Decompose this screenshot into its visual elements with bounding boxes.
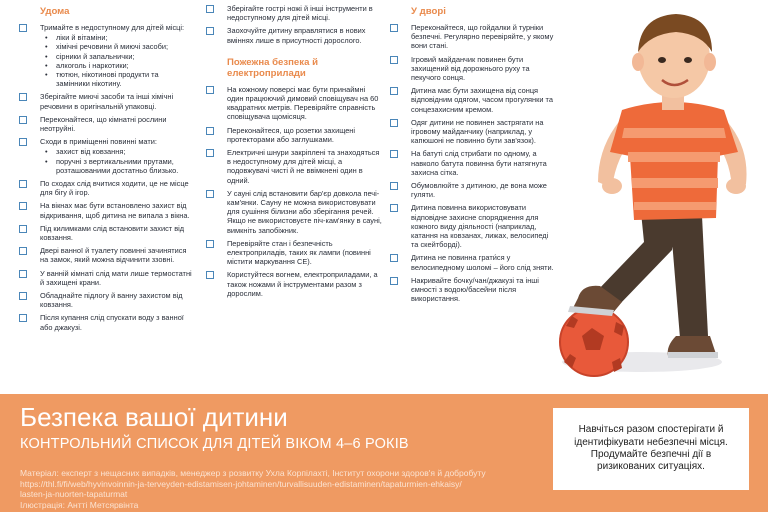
sub-list-item: • хімічні речовини й миючі засоби; [40,42,194,51]
checklist-item[interactable] [203,148,383,185]
section-title-home: Удома [40,6,70,17]
checklist-item[interactable] [16,224,194,242]
checklist-item[interactable] [16,115,194,133]
checkbox[interactable] [19,225,27,233]
checklist-item[interactable] [203,189,383,235]
checkbox[interactable] [206,27,214,35]
checkbox[interactable] [19,247,27,255]
checkbox[interactable] [390,119,398,127]
checkbox[interactable] [19,314,27,322]
checkbox[interactable] [390,254,398,262]
checklist-item[interactable] [387,149,557,177]
checkbox[interactable] [206,190,214,198]
checkbox[interactable] [19,138,27,146]
checklist-item-text: Дитина повинна використовувати відповідне захисне спорядження для кожного виду діяльності (наприклад, катання на ковзанах, лижах, велосипеді та скейтборді). [411,203,549,250]
checklist-item-text: На вікнах має бути встановлено захист від відкривання, щоб дитина не випала з вікна. [40,201,190,220]
checklist-item-text: У ванній кімнаті слід мати лише термостатні й захищені крани. [40,268,192,287]
credits-link[interactable]: https://thl.fi/fi/web/hyvinvoinnin-ja-terveyden-edistamisen-johtaminen/turvallisuuden-edistaminen/tapaturmien-ehkaisy/ [20,478,462,489]
checkbox[interactable] [206,149,214,157]
credits [20,468,540,510]
checklist-item-text: Тримайте в недоступному для дітей місці: [40,23,185,32]
checklist-item[interactable] [203,126,383,144]
column-outdoors [387,4,557,307]
checklist-item[interactable] [16,179,194,197]
checklist-item-text: Заохочуйте дитину вправлятися в нових вміннях лише в присутності дорослого. [227,26,366,45]
credits-link[interactable]: lasten-ja-nuorten-tapaturmat [20,489,128,500]
checklist-item[interactable] [203,85,383,122]
checkbox[interactable] [206,86,214,94]
checklist-item[interactable] [387,23,557,51]
checklist-item-text: Переконайтеся, що гойдалки й турніки безпечні. Регулярно перевіряйте, у якому вони стані. [411,23,554,51]
checklist-item-text: Електричні шнури закріплені та знаходяться в недоступному для дітей місці, а подовжувачі чисті й не ввімкнені один в одний. [227,148,380,185]
sub-list-item: • поручні з вертикальними прутами, розташованими достатньо близько. [40,157,194,175]
checklist-item[interactable] [16,246,194,264]
checklist-item-text: Сходи в приміщенні повинні мати: [40,137,157,147]
checkbox[interactable] [19,180,27,188]
section-title-fire-safety: Пожежна безпека й електроприлади [227,56,318,79]
checklist-item-text: Ігровий майданчик повинен бути захищений від дорожнього руху та пекучого сонця. [411,54,530,83]
boy-with-ball-illustration [552,6,764,392]
checkbox[interactable] [19,202,27,210]
sub-list [40,33,194,88]
ball-icon [560,308,628,376]
checklist-item[interactable] [203,4,383,22]
checkbox[interactable] [19,270,27,278]
checklist-item-text: По сходах слід вчитися ходити, це не місце для бігу й ігор. [40,179,189,198]
callout-line: Навчіться разом спостерігати й ідентифікувати небезпечні місця. [574,424,728,448]
sub-list-item: • тютюн, нікотинові продукти та замінники нікотину. [40,70,194,88]
checklist-item-text: Перевіряйте стан і безпечність електроприладів, таких як лампи (повинні містити маркування CE). [227,238,371,267]
checklist-item-text: Обумовлюйте з дитиною, де вона може гуляти. [411,181,547,200]
checklist-item[interactable] [387,181,557,199]
checklist-item-text: Накривайте бочку/чан/джакузі та інші ємності з водою/басейни після використання. [411,275,539,304]
checkbox[interactable] [19,24,27,32]
sub-list [40,147,194,175]
sub-list-item: • ліки й вітаміни; [40,33,194,42]
checklist-item[interactable] [203,239,383,267]
sub-list-item: • сірники й запальнички; [40,52,194,61]
page-title: Безпека вашої дитини [20,402,288,432]
checkbox[interactable] [390,150,398,158]
checklist-item-text: У сауні слід встановити бар'єр довкола печі-кам'янки. Сауну не можна використовувати для сушіння білизни або зберігання речей. Якщо не використовуєте піч-кам'янку в сауні, вимкніть запобіжник. [227,188,382,235]
checklist-item-text: Переконайтеся, що кімнатні рослини неотруйні. [40,114,167,134]
checklist-item[interactable] [16,269,194,287]
checklist-item-text: Обладнайте підлогу й ванну захистом від ковзання. [40,291,183,310]
checklist-item[interactable] [16,137,194,175]
sub-list-item: • захист від ковзання; [40,147,194,156]
checklist-item-text: Двері ванної й туалету повинні зачинятися на замок, який можна відчинити ззовні. [40,246,187,265]
checklist-item-text: Одяг дитини не повинен застрягати на ігровому майданчику (наприклад, у капюшоні не повинно бути зав'язок). [411,117,544,146]
checkbox[interactable] [390,56,398,64]
page-subtitle: КОНТРОЛЬНИЙ СПИСОК ДЛЯ ДІТЕЙ ВІКОМ 4–6 РОКІВ [20,436,409,452]
checklist-item[interactable] [16,313,194,331]
checklist-item[interactable] [16,23,194,88]
checklist-item[interactable] [16,92,194,110]
callout-box [553,408,749,490]
credits-line: Ілюстрація: Антті Метсярвінта [20,499,139,510]
checkbox[interactable] [19,292,27,300]
checklist-item-text: Під килимками слід встановити захист від ковзання. [40,223,185,243]
checkbox[interactable] [390,87,398,95]
checklist-item[interactable] [387,276,557,304]
checklist-item-text: Зберігайте гострі ножі й інші інструменти в недоступному для дітей місці. [227,4,373,23]
checklist-item[interactable] [203,26,383,44]
checklist-item-text: Користуйтеся вогнем, електроприладами, а також ножами й інструментами разом з дорослим. [227,270,378,298]
checklist-item-text: Дитина не повинна грати́ся у велосипедному шоломі – його слід зняти. [411,253,554,272]
checklist-item-text: Після купання слід спускати воду з ванної або джакузі. [40,313,184,332]
checklist-item[interactable] [387,86,557,114]
checkbox[interactable] [19,93,27,101]
sub-list-item: • алкоголь і наркотики; [40,61,194,70]
checklist-item[interactable] [16,201,194,219]
checkbox[interactable] [390,204,398,212]
checklist-item[interactable] [387,118,557,146]
checklist-item[interactable] [203,270,383,298]
checkbox[interactable] [390,182,398,190]
section-title-outdoors: У дворі [411,6,446,17]
checklist-item[interactable] [387,55,557,83]
checklist-item[interactable] [387,203,557,249]
column-home [16,4,194,336]
checkbox[interactable] [390,24,398,32]
credits-line: Матеріал: експерт з нещасних випадків, менеджер з розвитку Ухла Корпілахті, Інститут охорони здоров'я й добробуту [20,468,486,478]
checkbox[interactable] [206,5,214,13]
checklist-item[interactable] [16,291,194,309]
checkbox[interactable] [19,116,27,124]
column-fire-safety [203,4,383,302]
checklist-item-text: На кожному поверсі має бути принаймні один працюючий димовий сповіщувач на 60 квадратних метрів. Перевіряйте справність сповіщувача щомісяця. [227,84,379,122]
checkbox[interactable] [390,277,398,285]
checkbox[interactable] [206,127,214,135]
checklist-item-text: Дитина має бути захищена від сонця відповідним одягом, часом прогулянки та сонцезахисним кремом. [411,86,553,114]
checkbox[interactable] [206,271,214,279]
checklist-item-text: Зберігайте миючі засоби та інші хімічні речовини в оригінальній упаковці. [40,92,174,111]
checklist-item[interactable] [387,253,557,271]
checklist-item-text: На батуті слід стрибати по одному, а навколо батута повинна бути натягнута захисна сітка. [411,149,547,177]
callout-line: Продумайте безпечні дії в ризикованих ситуаціях. [590,449,712,473]
checkbox[interactable] [206,240,214,248]
checklist-item-text: Переконайтеся, що розетки захищені протекторами або заглушками. [227,125,356,144]
